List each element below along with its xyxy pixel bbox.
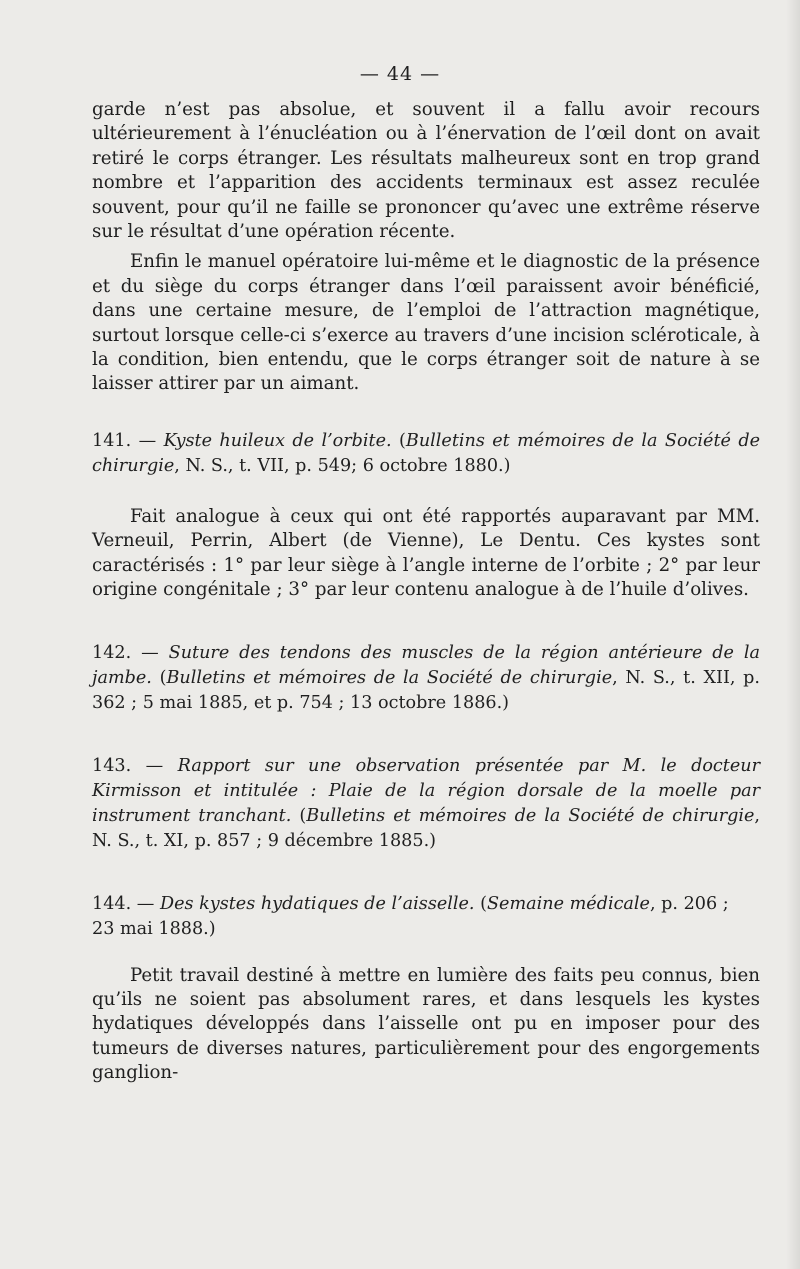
entry-source: Bulletins et mémoires de la Société de chirurgie bbox=[92, 430, 760, 476]
entry-reference: , N. S., t. XI, p. 857 ; 9 décembre 1885.) bbox=[92, 805, 760, 851]
entry-141-body: Fait analogue à ceux qui ont été rapportés auparavant par MM. Verneuil, Perrin, Albert (de Vienne), Le Dentu. Ces kystes sont caractérisés : 1° par leur siège à l’angle interne de l’orbite ; 2° par leur origine congénitale ; 3° par leur contenu analogue à de l’huile d’olives. bbox=[92, 505, 760, 601]
entry-source: Bulletins et mémoires de la Société de chirurgie bbox=[166, 667, 613, 688]
entry-141-heading bbox=[92, 429, 760, 479]
entry-ref-open: ( bbox=[291, 805, 307, 826]
entry-source: Semaine médicale bbox=[487, 893, 650, 914]
entry-title: Kyste huileux de l’orbite. bbox=[163, 430, 392, 451]
entry-reference: , N. S., t. XII, p. 362 ; 5 mai 1885, et p. 754 ; 13 octobre 1886.) bbox=[92, 667, 760, 713]
entry-142-heading bbox=[92, 641, 760, 716]
entry-number: 143. bbox=[92, 755, 132, 776]
text-column bbox=[92, 98, 760, 1086]
entry-reference-date: 23 mai 1888.) bbox=[92, 918, 216, 939]
entry-title: Des kystes hydatiques de l’aisselle. bbox=[159, 893, 475, 914]
entry-title: Suture des tendons des muscles de la région antérieure de la jambe. bbox=[92, 642, 761, 688]
entry-ref-open: ( bbox=[391, 430, 406, 451]
scan-shadow-edge bbox=[786, 0, 800, 1269]
entry-number: 142. bbox=[92, 642, 132, 663]
entry-144-body: Petit travail destiné à mettre en lumière des faits peu connus, bien qu’ils ne soient pas absolument rares, et dans lesquels les kystes hydatiques développés dans l’aisselle ont pu en imposer pour des tumeurs de diverses natures, particulièrement pour des engorgements ganglion- bbox=[92, 964, 760, 1084]
entry-source: Bulletins et mémoires de la Société de chirurgie bbox=[306, 805, 755, 826]
paragraph-magnetic-attraction: Enfin le manuel opératoire lui-même et le diagnostic de la présence et du siège du corps étranger dans l’œil paraissent avoir bénéficié, dans une certaine mesure, de l’emploi de l’attraction magnétique, surtout lorsque celle-ci s’exerce au travers d’une incision scléroticale, à la condition, bien entendu, que le corps étranger soit de nature à se laisser attirer par un aimant. bbox=[92, 251, 760, 395]
page-number: — 44 — bbox=[359, 63, 441, 85]
entry-144-heading bbox=[92, 892, 760, 942]
entry-143-heading bbox=[92, 754, 760, 854]
entry-dash: — bbox=[131, 893, 160, 914]
paragraph-continuation: garde n’est pas absolue, et souvent il a fallu avoir recours ultérieurement à l’énucléation ou à l’énervation de l’œil dont on avait retiré le corps étranger. Les résultats malheureux sont en trop grand nombre et l’apparition des accidents terminaux est assez reculée souvent, pour qu’il ne faille se prononcer qu’avec une extrême réserve sur le résultat d’une opération récente. bbox=[92, 99, 760, 243]
entry-title: Rapport sur une observation présentée par M. le docteur Kirmisson et intitulée : Plaie de la région dorsale de la moelle par instrument tranchant. bbox=[92, 755, 761, 826]
entry-number: 144. bbox=[92, 893, 132, 914]
entry-dash: — bbox=[131, 755, 178, 776]
entry-dash: — bbox=[131, 430, 164, 451]
entry-reference: , N. S., t. VII, p. 549; 6 octobre 1880.) bbox=[174, 455, 511, 476]
entry-ref-open: ( bbox=[151, 667, 167, 688]
entry-ref-open: ( bbox=[474, 893, 487, 914]
entry-number: 141. bbox=[92, 430, 132, 451]
entry-dash: — bbox=[131, 642, 169, 663]
entry-reference: , p. 206 ; bbox=[649, 893, 729, 914]
